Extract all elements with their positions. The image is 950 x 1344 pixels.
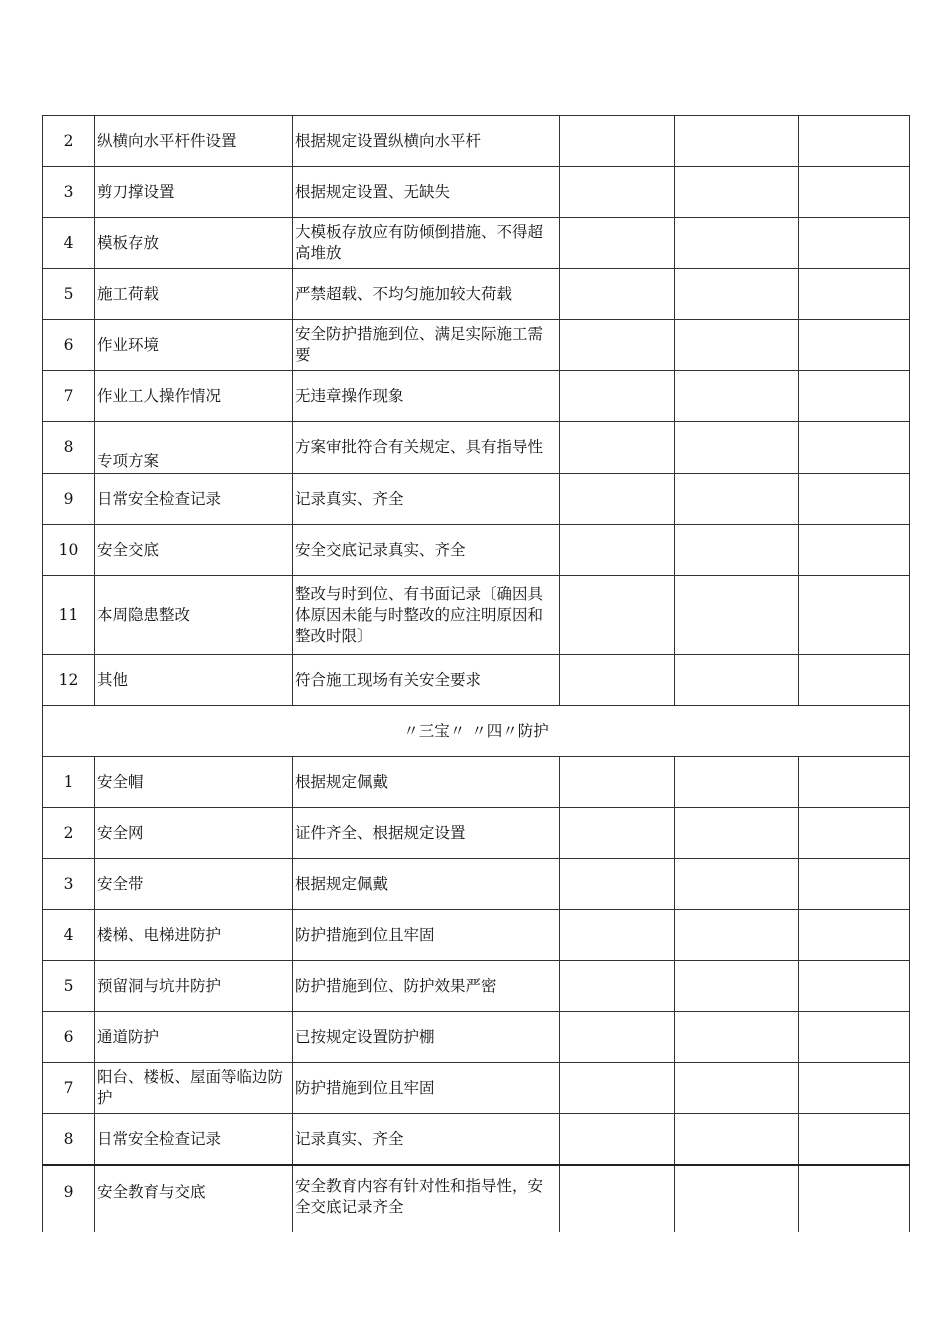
row-number: 3 xyxy=(43,167,95,218)
empty-cell xyxy=(560,910,675,961)
table-row xyxy=(43,320,910,371)
empty-cell xyxy=(799,1114,910,1166)
check-requirement: 整改与时到位、有书面记录〔确因具体原因未能与时整改的应注明原因和整改时限〕 xyxy=(293,576,560,655)
check-item: 其他 xyxy=(95,655,293,706)
section-title xyxy=(43,706,910,757)
empty-cell xyxy=(675,167,799,218)
table-row xyxy=(43,757,910,808)
row-number: 9 xyxy=(43,1165,95,1232)
row-number: 1 xyxy=(43,757,95,808)
empty-cell xyxy=(560,218,675,269)
row-number: 11 xyxy=(43,576,95,655)
empty-cell xyxy=(799,961,910,1012)
empty-cell xyxy=(675,576,799,655)
empty-cell xyxy=(675,808,799,859)
empty-cell xyxy=(675,655,799,706)
table-row xyxy=(43,576,910,655)
empty-cell xyxy=(675,757,799,808)
empty-cell xyxy=(799,116,910,167)
check-item: 安全交底 xyxy=(95,525,293,576)
empty-cell xyxy=(560,1114,675,1166)
empty-cell xyxy=(675,910,799,961)
table-row xyxy=(43,859,910,910)
check-requirement: 记录真实、齐全 xyxy=(293,1114,560,1166)
empty-cell xyxy=(799,422,910,474)
empty-cell xyxy=(799,371,910,422)
table-row xyxy=(43,910,910,961)
check-requirement: 已按规定设置防护棚 xyxy=(293,1012,560,1063)
empty-cell xyxy=(560,655,675,706)
empty-cell xyxy=(560,1165,675,1232)
table-row xyxy=(43,1012,910,1063)
row-number: 4 xyxy=(43,910,95,961)
check-requirement: 方案审批符合有关规定、具有指导性 xyxy=(293,422,560,474)
check-requirement: 符合施工现场有关安全要求 xyxy=(293,655,560,706)
check-requirement: 根据规定设置纵横向水平杆 xyxy=(293,116,560,167)
row-number: 9 xyxy=(43,474,95,525)
check-item: 阳台、楼板、屋面等临边防护 xyxy=(95,1063,293,1114)
empty-cell xyxy=(560,269,675,320)
check-item: 安全网 xyxy=(95,808,293,859)
table-row xyxy=(43,1165,910,1232)
empty-cell xyxy=(799,269,910,320)
table-row xyxy=(43,1114,910,1166)
empty-cell xyxy=(675,961,799,1012)
row-number: 2 xyxy=(43,116,95,167)
check-item: 剪刀撑设置 xyxy=(95,167,293,218)
table-row xyxy=(43,218,910,269)
check-item: 预留洞与坑井防护 xyxy=(95,961,293,1012)
check-item: 楼梯、电梯进防护 xyxy=(95,910,293,961)
empty-cell xyxy=(675,859,799,910)
check-requirement: 防护措施到位、防护效果严密 xyxy=(293,961,560,1012)
check-requirement: 防护措施到位且牢固 xyxy=(293,1063,560,1114)
empty-cell xyxy=(675,1114,799,1166)
table-row xyxy=(43,1063,910,1114)
row-number: 8 xyxy=(43,1114,95,1166)
empty-cell xyxy=(675,474,799,525)
empty-cell xyxy=(675,525,799,576)
check-requirement: 大模板存放应有防倾倒措施、不得超高堆放 xyxy=(293,218,560,269)
empty-cell xyxy=(675,371,799,422)
empty-cell xyxy=(560,167,675,218)
empty-cell xyxy=(560,422,675,474)
empty-cell xyxy=(799,808,910,859)
section-title-part1: 〃三宝〃 xyxy=(403,721,466,740)
check-requirement: 严禁超载、不均匀施加较大荷载 xyxy=(293,269,560,320)
empty-cell xyxy=(799,1012,910,1063)
empty-cell xyxy=(675,1012,799,1063)
check-requirement: 防护措施到位且牢固 xyxy=(293,910,560,961)
check-item: 专项方案 xyxy=(95,422,293,474)
row-number: 7 xyxy=(43,1063,95,1114)
check-requirement: 安全防护措施到位、满足实际施工需要 xyxy=(293,320,560,371)
row-number: 6 xyxy=(43,320,95,371)
empty-cell xyxy=(560,371,675,422)
table-row xyxy=(43,116,910,167)
check-item: 模板存放 xyxy=(95,218,293,269)
empty-cell xyxy=(560,576,675,655)
empty-cell xyxy=(560,808,675,859)
empty-cell xyxy=(560,1012,675,1063)
empty-cell xyxy=(675,320,799,371)
empty-cell xyxy=(560,1063,675,1114)
row-number: 6 xyxy=(43,1012,95,1063)
check-item: 安全教育与交底 xyxy=(95,1165,293,1232)
empty-cell xyxy=(799,757,910,808)
empty-cell xyxy=(560,525,675,576)
check-item: 作业环境 xyxy=(95,320,293,371)
empty-cell xyxy=(675,116,799,167)
section-title-part2: 〃四〃防护 xyxy=(471,721,549,740)
row-number: 10 xyxy=(43,525,95,576)
empty-cell xyxy=(675,1165,799,1232)
table-row xyxy=(43,371,910,422)
empty-cell xyxy=(799,910,910,961)
check-item: 通道防护 xyxy=(95,1012,293,1063)
empty-cell xyxy=(675,1063,799,1114)
table-row xyxy=(43,474,910,525)
row-number: 2 xyxy=(43,808,95,859)
check-item: 本周隐患整改 xyxy=(95,576,293,655)
table-row xyxy=(43,961,910,1012)
check-requirement: 证件齐全、根据规定设置 xyxy=(293,808,560,859)
table-row xyxy=(43,422,910,474)
empty-cell xyxy=(799,525,910,576)
empty-cell xyxy=(799,1063,910,1114)
empty-cell xyxy=(799,474,910,525)
check-item: 安全帽 xyxy=(95,757,293,808)
check-item: 纵横向水平杆件设置 xyxy=(95,116,293,167)
empty-cell xyxy=(799,167,910,218)
table-row xyxy=(43,525,910,576)
row-number: 5 xyxy=(43,961,95,1012)
empty-cell xyxy=(799,655,910,706)
empty-cell xyxy=(799,576,910,655)
empty-cell xyxy=(799,1165,910,1232)
empty-cell xyxy=(675,218,799,269)
empty-cell xyxy=(799,218,910,269)
empty-cell xyxy=(799,859,910,910)
empty-cell xyxy=(560,474,675,525)
check-requirement: 根据规定佩戴 xyxy=(293,757,560,808)
row-number: 3 xyxy=(43,859,95,910)
table-row xyxy=(43,167,910,218)
row-number: 5 xyxy=(43,269,95,320)
row-number: 12 xyxy=(43,655,95,706)
empty-cell xyxy=(675,422,799,474)
check-item: 日常安全检查记录 xyxy=(95,474,293,525)
empty-cell xyxy=(675,269,799,320)
check-requirement: 根据规定佩戴 xyxy=(293,859,560,910)
row-number: 4 xyxy=(43,218,95,269)
empty-cell xyxy=(560,757,675,808)
check-requirement: 无违章操作现象 xyxy=(293,371,560,422)
empty-cell xyxy=(799,320,910,371)
table-row xyxy=(43,269,910,320)
safety-inspection-table xyxy=(42,115,910,1232)
section-header-row xyxy=(43,706,910,757)
empty-cell xyxy=(560,116,675,167)
check-item: 安全带 xyxy=(95,859,293,910)
empty-cell xyxy=(560,320,675,371)
table-row xyxy=(43,808,910,859)
check-requirement: 记录真实、齐全 xyxy=(293,474,560,525)
table-row xyxy=(43,655,910,706)
row-number: 7 xyxy=(43,371,95,422)
check-item: 施工荷载 xyxy=(95,269,293,320)
check-item: 日常安全检查记录 xyxy=(95,1114,293,1166)
check-item: 作业工人操作情况 xyxy=(95,371,293,422)
check-requirement: 根据规定设置、无缺失 xyxy=(293,167,560,218)
check-requirement: 安全教育内容有针对性和指导性，安全交底记录齐全 xyxy=(293,1165,560,1232)
row-number: 8 xyxy=(43,422,95,474)
check-requirement: 安全交底记录真实、齐全 xyxy=(293,525,560,576)
empty-cell xyxy=(560,859,675,910)
empty-cell xyxy=(560,961,675,1012)
